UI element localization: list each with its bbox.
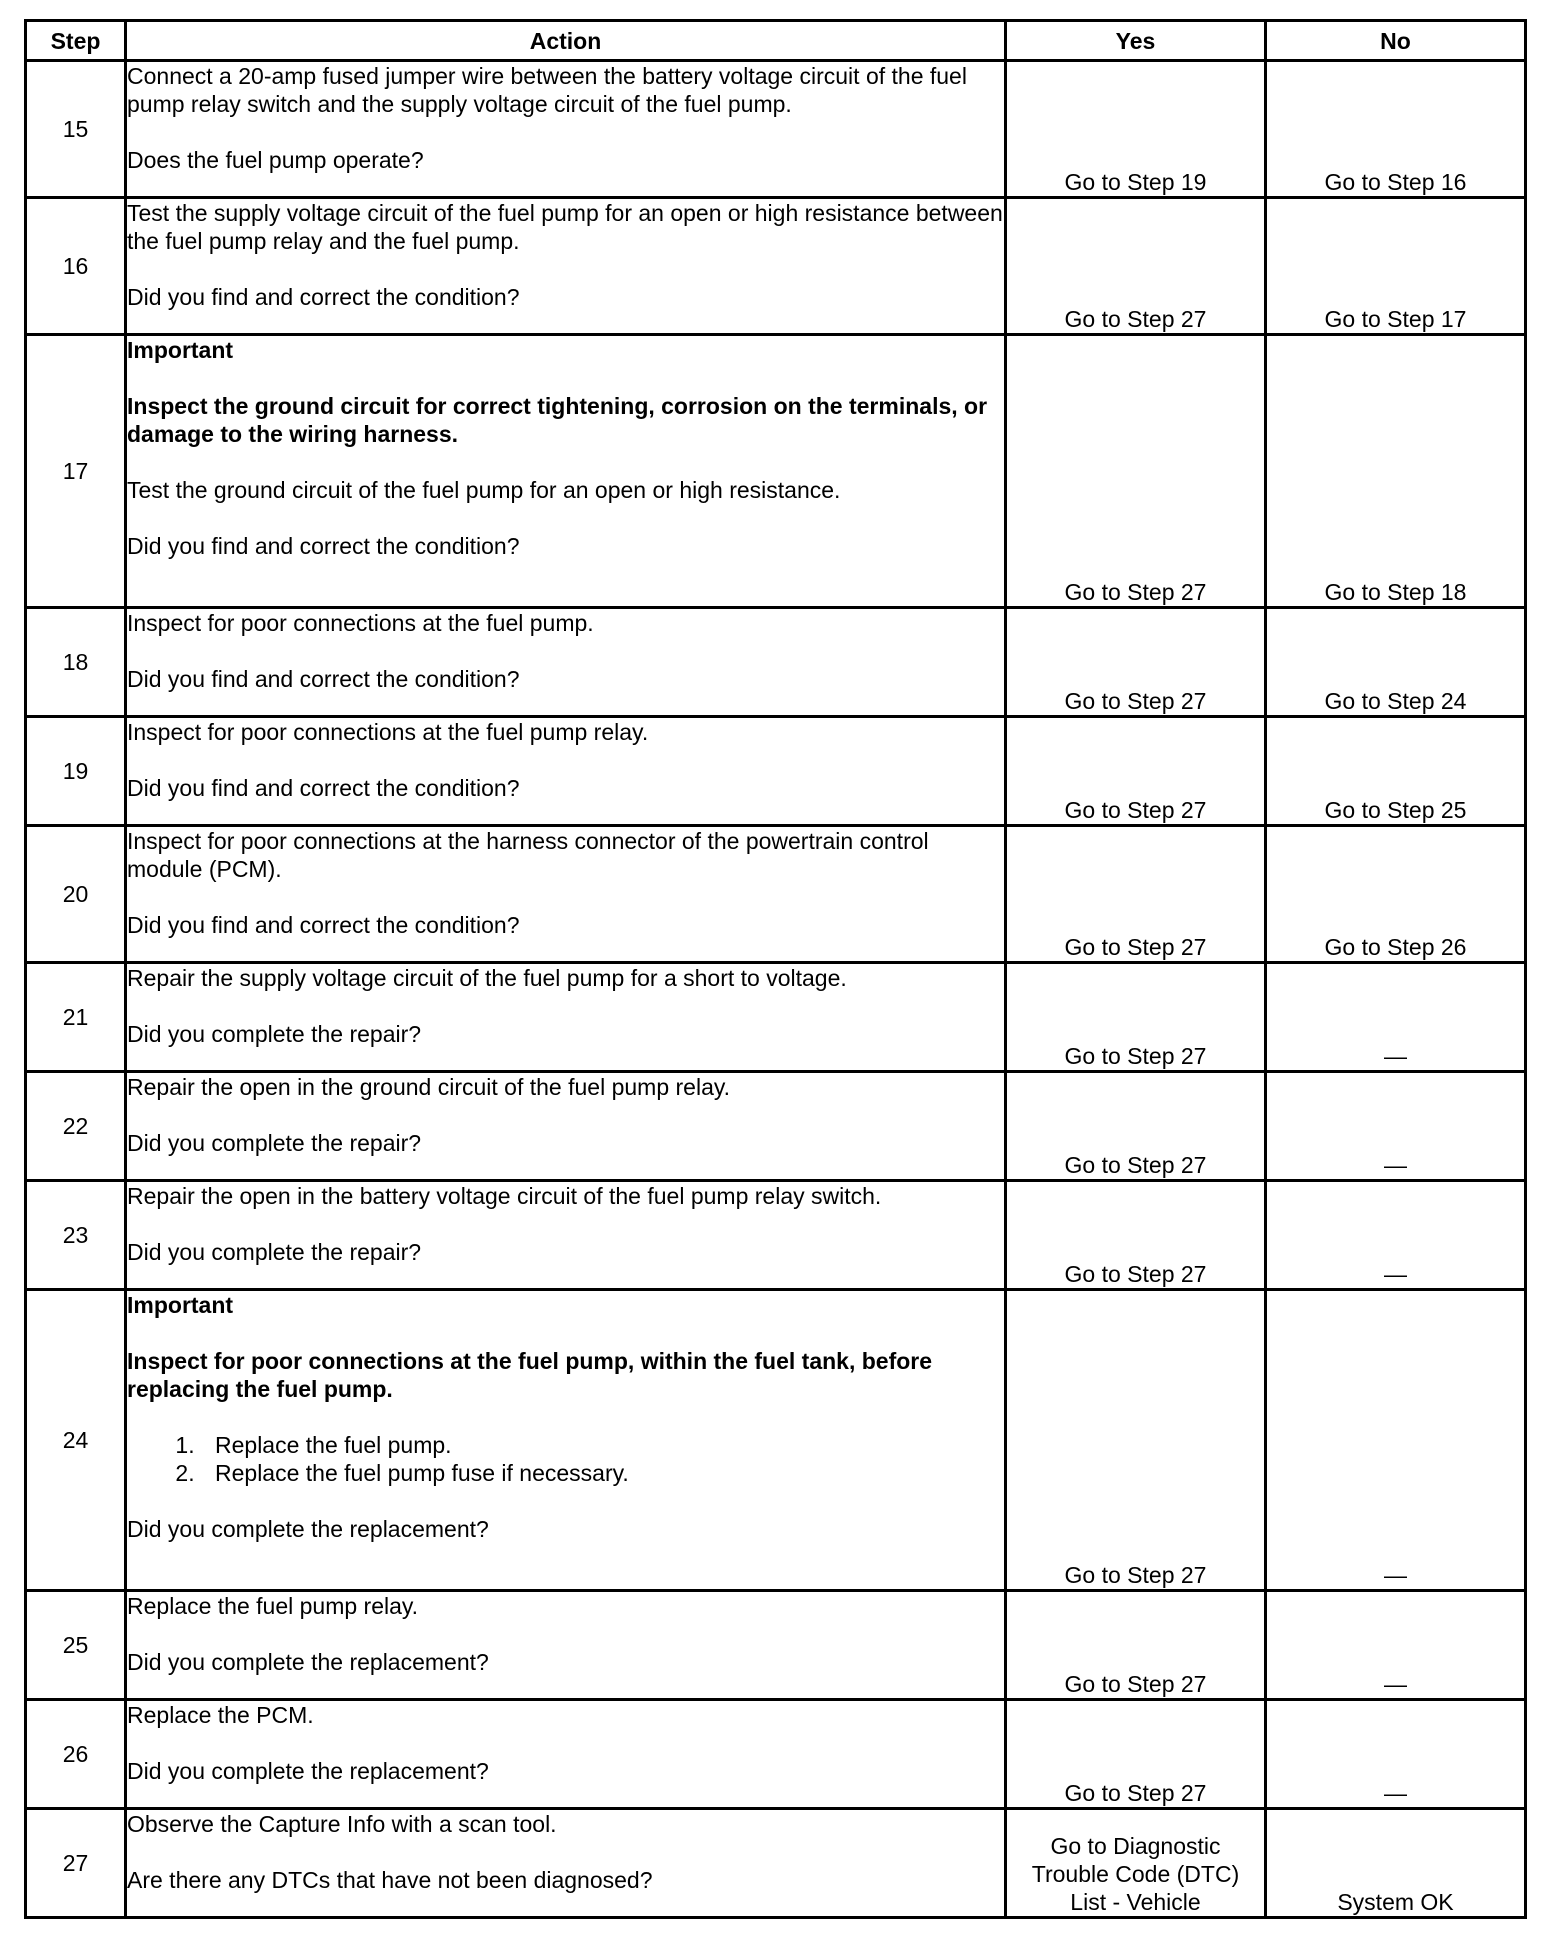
action-text: Inspect for poor connections at the fuel pump. (127, 610, 594, 636)
yes-result: Go to Step 27 (1006, 1591, 1266, 1700)
action-question: Did you complete the repair? (127, 1130, 422, 1156)
action-cell (126, 61, 1006, 198)
no-result: Go to Step 26 (1266, 826, 1526, 963)
header-yes: Yes (1006, 21, 1266, 61)
important-note: Inspect the ground circuit for correct tightening, corrosion on the terminals, or damage to the wiring harness. (127, 393, 988, 447)
action-cell (126, 717, 1006, 826)
action-text: Inspect for poor connections at the harness connector of the powertrain control module (PCM). (127, 828, 929, 882)
table-row (26, 61, 1526, 198)
yes-result: Go to Step 27 (1006, 608, 1266, 717)
no-result: Go to Step 17 (1266, 198, 1526, 335)
no-result: Go to Step 18 (1266, 335, 1526, 608)
action-question: Are there any DTCs that have not been diagnosed? (127, 1867, 653, 1893)
table-header-row (26, 21, 1526, 61)
table-row (26, 1290, 1526, 1591)
table-row (26, 1072, 1526, 1181)
no-result: — (1266, 1591, 1526, 1700)
yes-result: Go to Diagnostic Trouble Code (DTC) List - Vehicle (1006, 1809, 1266, 1918)
step-number: 24 (26, 1290, 126, 1591)
step-number: 15 (26, 61, 126, 198)
table-row (26, 717, 1526, 826)
table-row (26, 826, 1526, 963)
yes-result: Go to Step 27 (1006, 826, 1266, 963)
step-number: 25 (26, 1591, 126, 1700)
action-text: Repair the open in the ground circuit of the fuel pump relay. (127, 1074, 731, 1100)
action-question: Did you complete the replacement? (127, 1516, 489, 1542)
step-number: 22 (26, 1072, 126, 1181)
yes-result: Go to Step 27 (1006, 1700, 1266, 1809)
action-text: Replace the PCM. (127, 1702, 314, 1728)
action-cell (126, 826, 1006, 963)
numbered-list (127, 1431, 1004, 1487)
yes-result: Go to Step 27 (1006, 1072, 1266, 1181)
table-row (26, 198, 1526, 335)
header-step: Step (26, 21, 126, 61)
no-result: Go to Step 16 (1266, 61, 1526, 198)
action-text: Connect a 20-amp fused jumper wire between the battery voltage circuit of the fuel pump relay switch and the supply voltage circuit of the fuel pump. (127, 63, 967, 117)
no-result: Go to Step 25 (1266, 717, 1526, 826)
important-note: Inspect for poor connections at the fuel pump, within the fuel tank, before replacing the fuel pump. (127, 1348, 933, 1402)
list-item: 2. Replace the fuel pump fuse if necessary. (201, 1459, 1004, 1487)
no-result: System OK (1266, 1809, 1526, 1918)
table-row (26, 1181, 1526, 1290)
action-cell (126, 1700, 1006, 1809)
action-question: Did you complete the repair? (127, 1239, 422, 1265)
action-question: Did you complete the replacement? (127, 1649, 489, 1675)
action-cell (126, 1181, 1006, 1290)
step-number: 23 (26, 1181, 126, 1290)
important-label: Important (127, 337, 234, 363)
yes-result: Go to Step 27 (1006, 335, 1266, 608)
yes-result: Go to Step 27 (1006, 963, 1266, 1072)
yes-result: Go to Step 27 (1006, 717, 1266, 826)
action-cell (126, 335, 1006, 608)
action-cell (126, 1591, 1006, 1700)
table-row (26, 335, 1526, 608)
step-number: 26 (26, 1700, 126, 1809)
action-text: Repair the open in the battery voltage circuit of the fuel pump relay switch. (127, 1183, 882, 1209)
action-text: Replace the fuel pump relay. (127, 1593, 419, 1619)
step-number: 21 (26, 963, 126, 1072)
action-question: Did you find and correct the condition? (127, 912, 520, 938)
no-result: — (1266, 963, 1526, 1072)
table-row (26, 1700, 1526, 1809)
action-text: Observe the Capture Info with a scan tool. (127, 1811, 557, 1837)
step-number: 19 (26, 717, 126, 826)
no-result: — (1266, 1181, 1526, 1290)
no-result: — (1266, 1290, 1526, 1591)
no-result: — (1266, 1072, 1526, 1181)
action-text: Test the supply voltage circuit of the fuel pump for an open or high resistance between the fuel pump relay and the fuel pump. (127, 200, 1003, 254)
step-number: 16 (26, 198, 126, 335)
action-question: Did you find and correct the condition? (127, 284, 520, 310)
table-row (26, 608, 1526, 717)
action-question: Did you find and correct the condition? (127, 775, 520, 801)
yes-result: Go to Step 27 (1006, 1290, 1266, 1591)
list-item: 1. Replace the fuel pump. (201, 1431, 1004, 1459)
table-row (26, 1591, 1526, 1700)
no-result: — (1266, 1700, 1526, 1809)
action-cell (126, 1290, 1006, 1591)
action-question: Did you complete the replacement? (127, 1758, 489, 1784)
yes-result: Go to Step 19 (1006, 61, 1266, 198)
action-cell (126, 608, 1006, 717)
yes-result: Go to Step 27 (1006, 1181, 1266, 1290)
yes-result: Go to Step 27 (1006, 198, 1266, 335)
step-number: 27 (26, 1809, 126, 1918)
step-number: 18 (26, 608, 126, 717)
action-cell (126, 198, 1006, 335)
action-question: Did you complete the repair? (127, 1021, 422, 1047)
action-cell (126, 1809, 1006, 1918)
action-text: Test the ground circuit of the fuel pump for an open or high resistance. (127, 477, 841, 503)
important-label: Important (127, 1292, 234, 1318)
diagnostic-table (24, 19, 1527, 1919)
action-question: Did you find and correct the condition? (127, 666, 520, 692)
action-text: Inspect for poor connections at the fuel pump relay. (127, 719, 649, 745)
action-cell (126, 1072, 1006, 1181)
step-number: 17 (26, 335, 126, 608)
action-question: Did you find and correct the condition? (127, 533, 520, 559)
table-row (26, 963, 1526, 1072)
action-cell (126, 963, 1006, 1072)
action-text: Repair the supply voltage circuit of the fuel pump for a short to voltage. (127, 965, 847, 991)
table-row (26, 1809, 1526, 1918)
action-question: Does the fuel pump operate? (127, 147, 424, 173)
step-number: 20 (26, 826, 126, 963)
no-result: Go to Step 24 (1266, 608, 1526, 717)
header-action: Action (126, 21, 1006, 61)
header-no: No (1266, 21, 1526, 61)
